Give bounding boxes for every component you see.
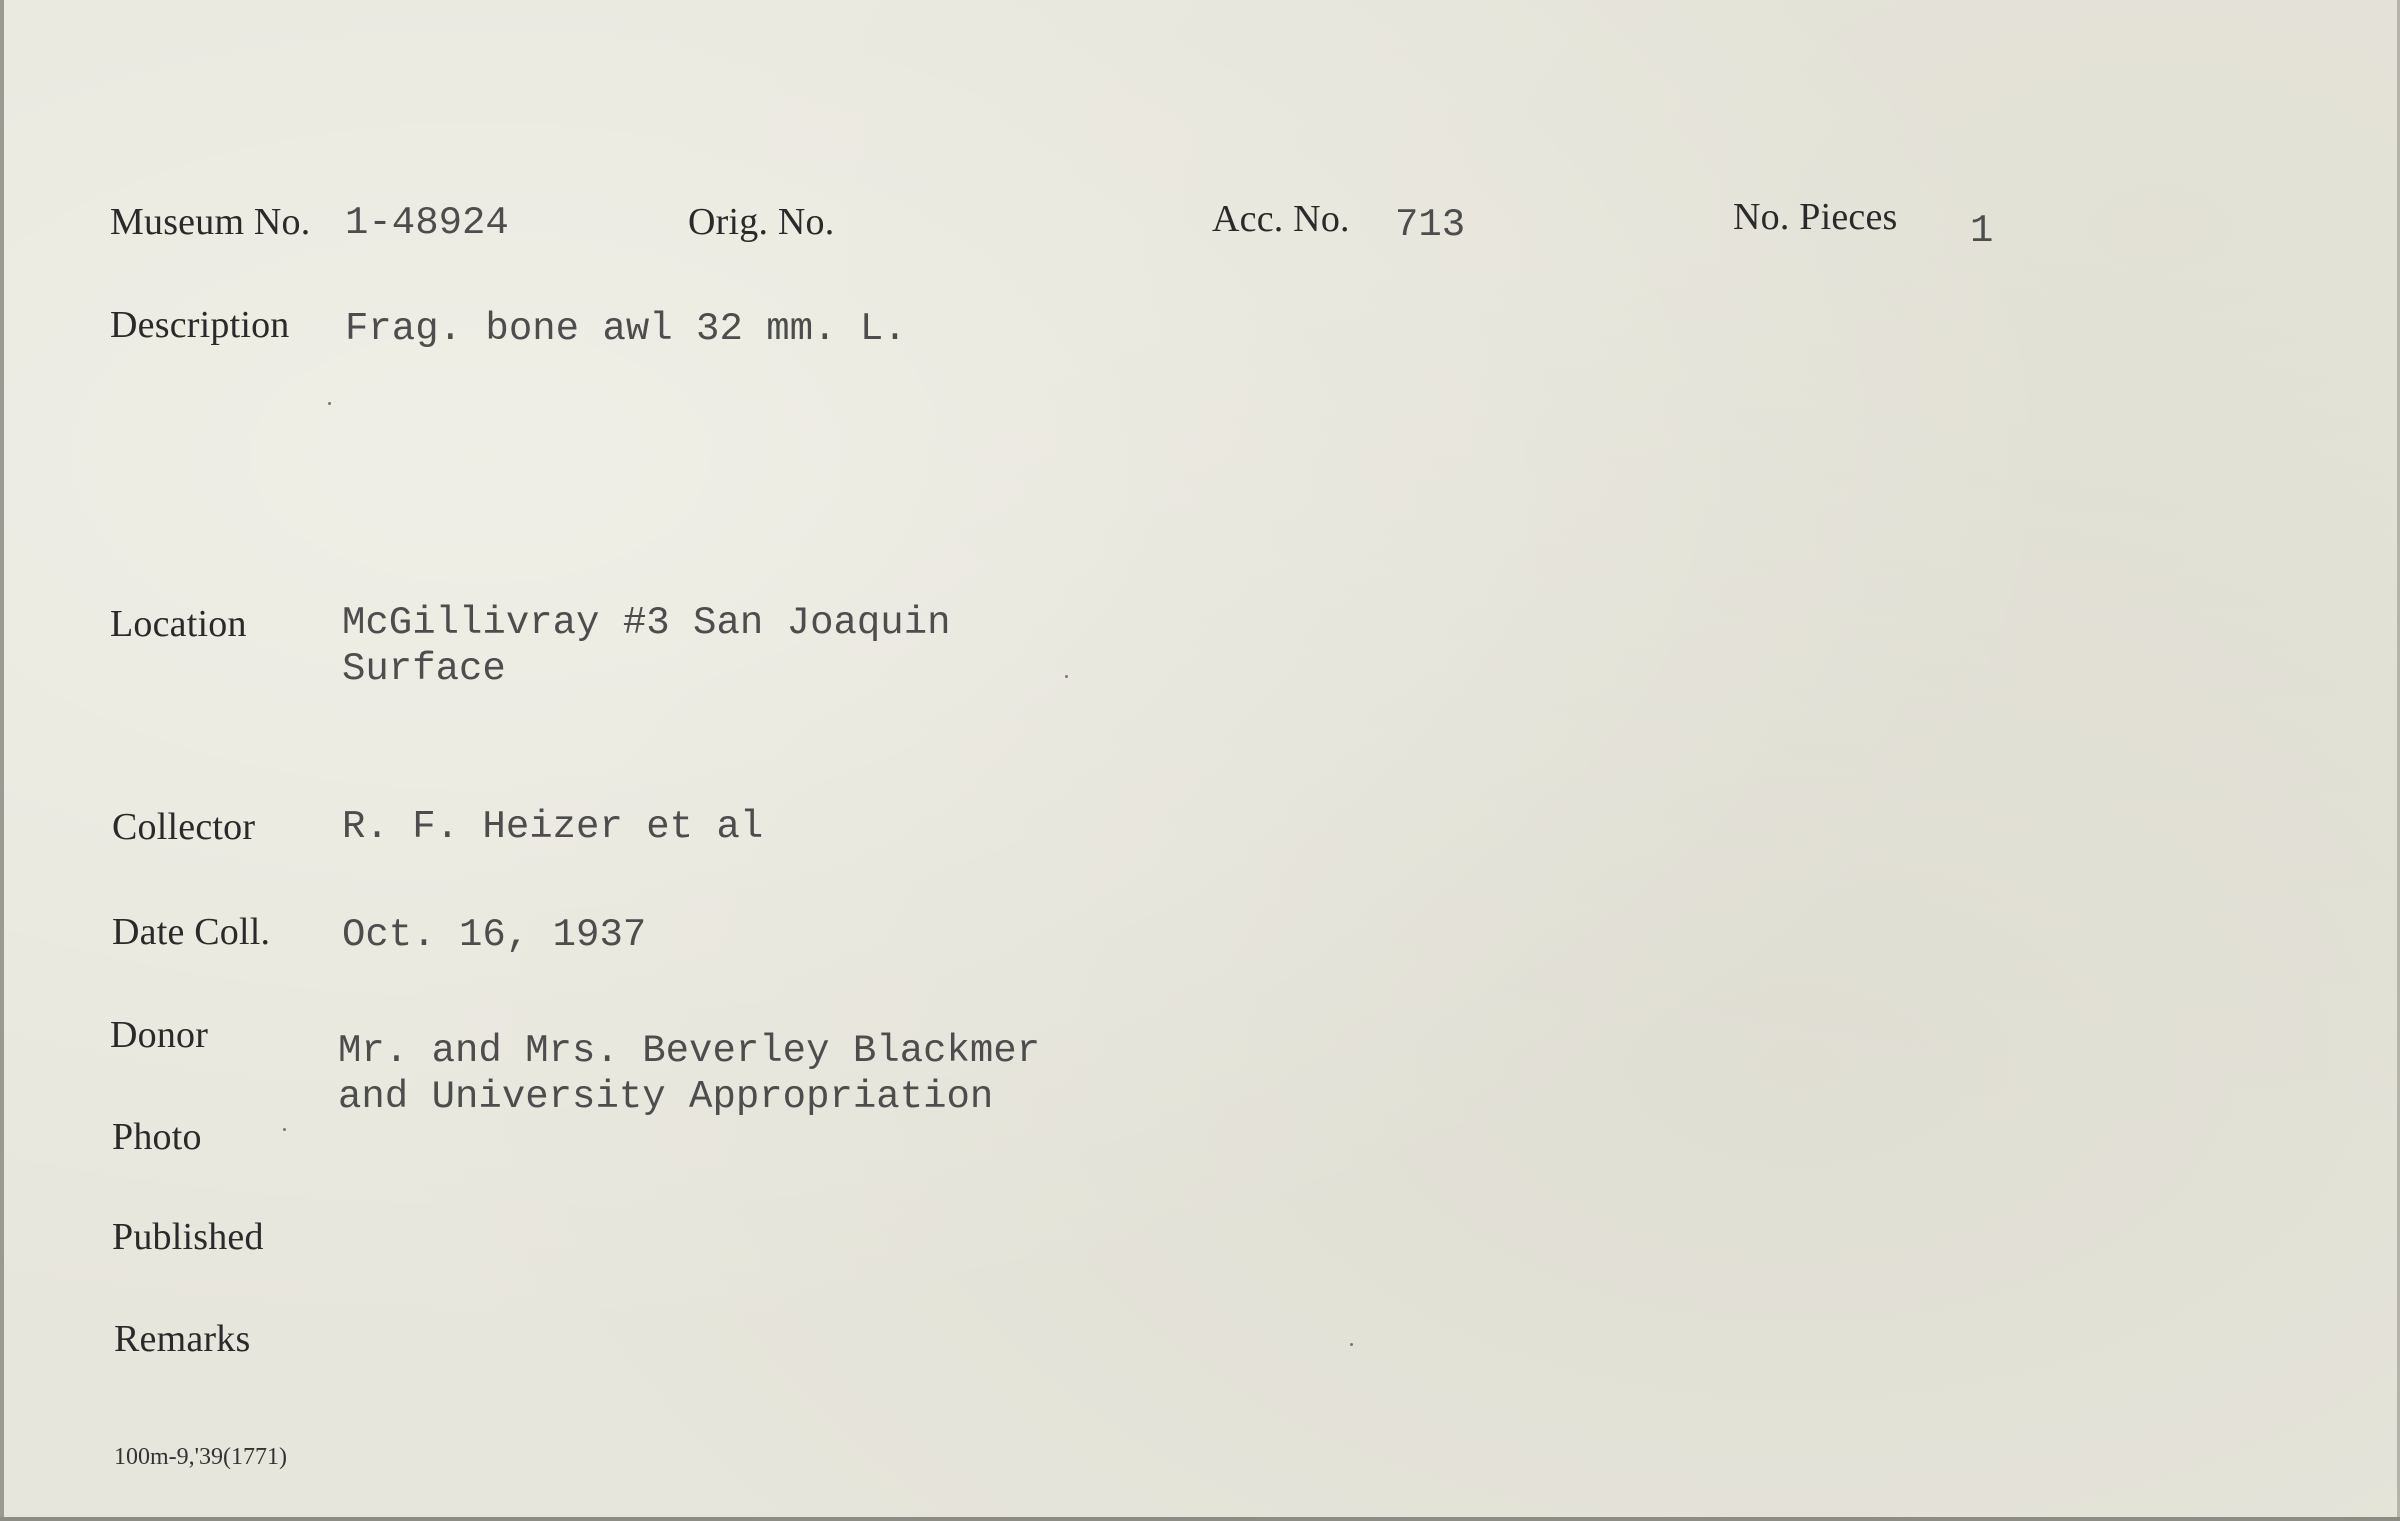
print-code: 100m-9,'39(1771)	[114, 1444, 287, 1470]
orig-no-label: Orig. No.	[688, 201, 835, 243]
description-value: Frag. bone awl 32 mm. L.	[345, 307, 907, 351]
donor-value	[338, 1028, 1040, 1120]
donor-line-2: and University Appropriation	[338, 1075, 994, 1119]
donor-label: Donor	[110, 1014, 209, 1056]
photo-label: Photo	[112, 1116, 202, 1158]
location-line-2: Surface	[342, 647, 506, 691]
card-edge-bottom	[0, 1517, 2400, 1521]
location-line-1: McGillivray #3 San Joaquin	[342, 601, 951, 645]
paper-speck	[1350, 1343, 1353, 1346]
location-value	[342, 600, 951, 692]
acc-no-label: Acc. No.	[1212, 198, 1350, 240]
paper-speck	[283, 1128, 286, 1131]
museum-no-value: 1-48924	[345, 201, 509, 245]
donor-line-1: Mr. and Mrs. Beverley Blackmer	[338, 1029, 1041, 1073]
no-pieces-value: 1	[1970, 209, 1994, 253]
paper-speck	[328, 402, 331, 405]
collector-value: R. F. Heizer et al	[342, 805, 764, 849]
description-label: Description	[110, 304, 290, 346]
collector-label: Collector	[112, 806, 256, 848]
location-label: Location	[110, 603, 247, 645]
no-pieces-label: No. Pieces	[1733, 196, 1898, 238]
date-coll-value: Oct. 16, 1937	[342, 913, 647, 957]
acc-no-value: 713	[1395, 203, 1466, 247]
card-edge-left	[0, 0, 4, 1521]
museum-no-label: Museum No.	[110, 201, 311, 243]
remarks-label: Remarks	[114, 1318, 251, 1360]
date-coll-label: Date Coll.	[112, 911, 271, 953]
paper-speck	[1065, 675, 1068, 678]
published-label: Published	[112, 1216, 264, 1258]
